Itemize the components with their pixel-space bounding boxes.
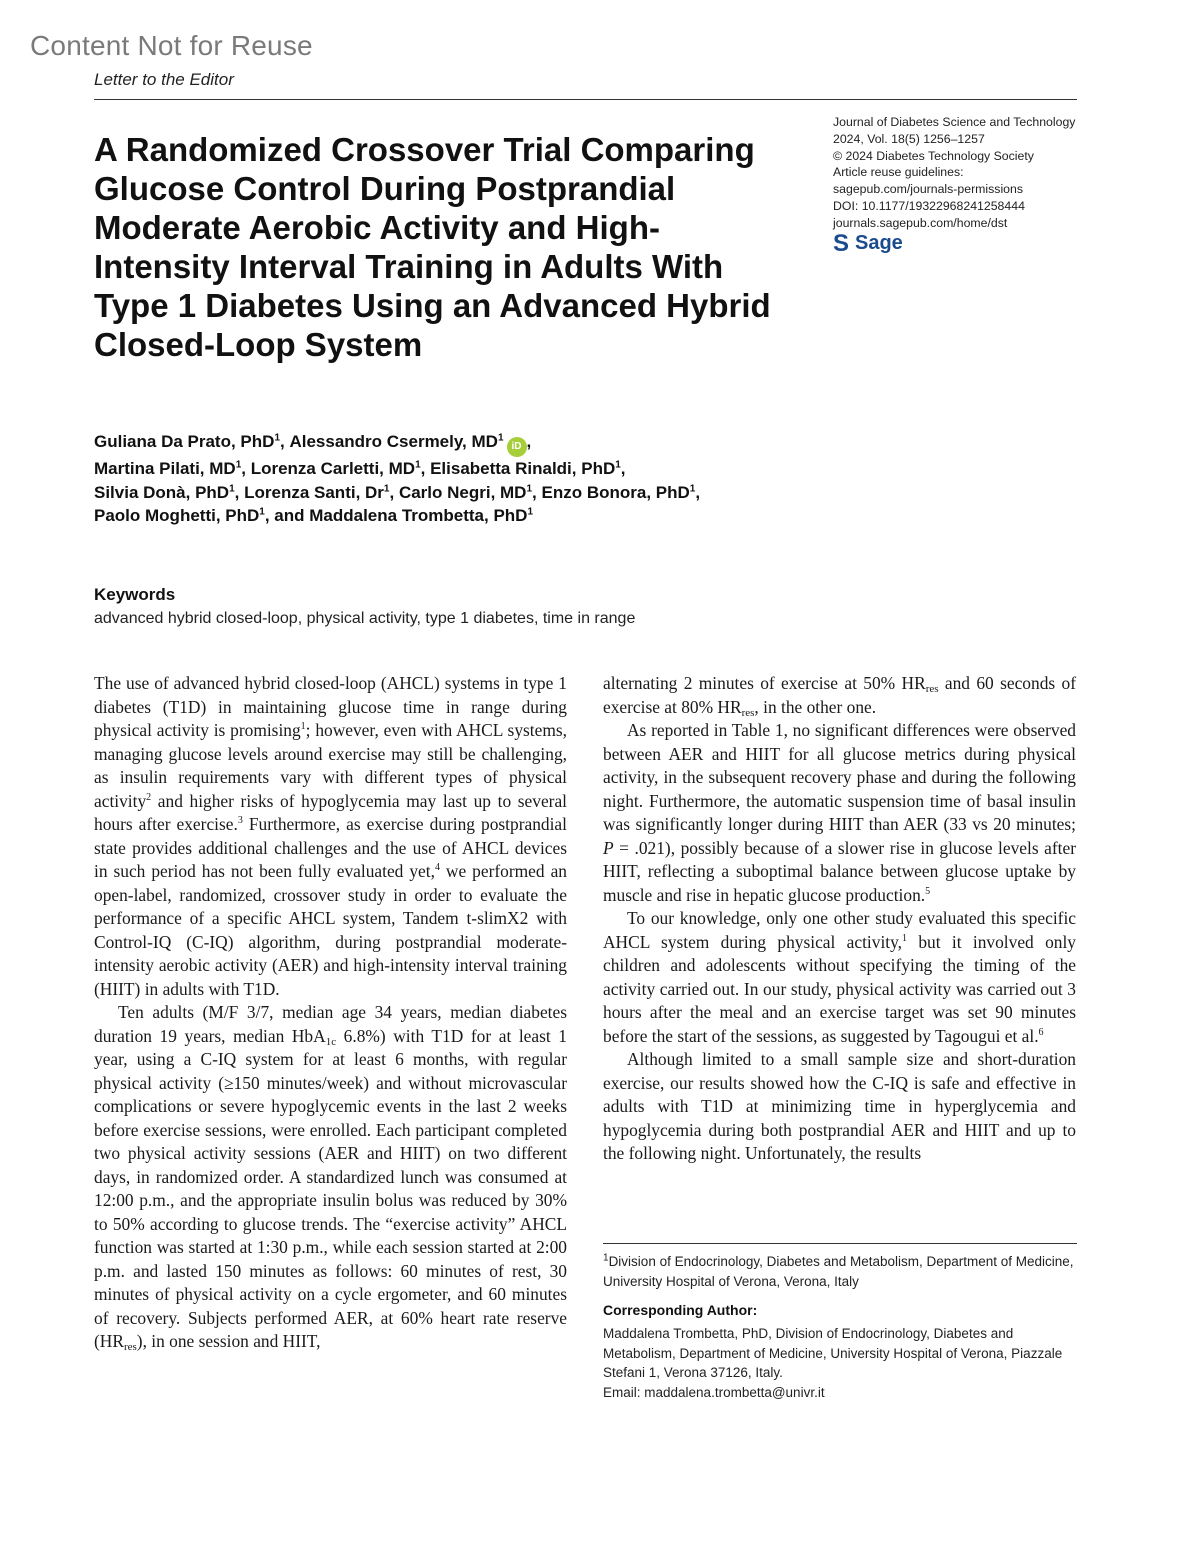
body-column-left — [94, 672, 567, 1354]
author: Martina Pilati, $MD^1$, — [94, 459, 251, 478]
publisher-logo — [833, 229, 903, 257]
journal-volume: 2024, Vol. 18(5) 1256–1257 — [833, 131, 985, 146]
body-paragraph: As reported in Table 1, no significant differences were observed between AER and HIIT for all glucose metrics during physical activity, in the subsequent recovery phase and during the following night. Furthermore, the automatic suspension time of basal insulin was significantly longer during HIIT than AER (33 vs 20 minutes; P = .021), possibly because of a slower rise in glucose levels after HIIT, reflecting a suboptimal balance between glucose uptake by muscle and rise in hepatic glucose production.$^5$ — [603, 720, 1076, 905]
journal-copyright: © 2024 Diabetes Technology Society — [833, 148, 1034, 163]
affiliation-note: $^1$Division of Endocrinology, Diabetes and Metabolism, Department of Medicine, University Hospital of Verona, Verona, Italy — [603, 1252, 1074, 1289]
author: Carlo Negri, $MD^1$, — [398, 482, 542, 502]
journal-home-link[interactable]: journals.sagepub.com/home/dst — [833, 215, 1008, 230]
author: Guliana Da Prato, PhD$^1$, — [94, 432, 290, 451]
body-paragraph: Although limited to a small sample size and short-duration exercise, our results showed how the C-IQ is safe and effective in adults with T1D at minimizing time in hyperglycemia and hypoglycemia during both postprandial AER and HIIT and up to the following night. Unfortunately, the results — [603, 1049, 1076, 1163]
author: Silvia Donà, PhD$^1$, — [94, 482, 245, 502]
watermark: Content Not for Reuse — [30, 30, 313, 61]
corresponding-author-email: Email: maddalena.trombetta@univr.it — [603, 1384, 825, 1400]
author: Alessandro Csermely, $MD^1iD$ , — [289, 432, 531, 451]
article-title: A Randomized Crossover Trial Comparing Glucose Control During Postprandial Moderate Aerobic Activity and High-Intensity Interval Training in Adults With Type 1 Diabetes Using an Advanced Hybrid Closed-Loop System — [94, 131, 771, 363]
orcid-icon[interactable]: iD — [507, 437, 527, 457]
footnote-divider — [603, 1243, 1077, 1244]
author: Lorenza Santi, Dr$^1$, — [244, 482, 399, 502]
sage-logo-icon: S — [833, 229, 850, 257]
email-link[interactable]: maddalena.trombetta@univr.it — [644, 1384, 825, 1400]
author: Elisabetta Rinaldi, PhD$^1$, — [430, 459, 626, 478]
body-paragraph: To our knowledge, only one other study evaluated this specific AHCL system during physical activity,$^1$ but it involved only children and adolescents without specifying the timing of the activity carried out. In our study, physical activity was carried out 3 hours after the meal and an exercise target was set 90 minutes before the start of the sessions, as suggested by Tagougui et al.$^6$ — [603, 908, 1076, 1046]
body-paragraph: The use of advanced hybrid closed-loop (AHCL) systems in type 1 diabetes (T1D) in maintaining glucose time in range during physical activity is promising$^1$; however, even with AHCL systems, managing glucose levels around exercise may still be challenging, as insulin requirements vary with different types of physical activity$^2$ and higher risks of hypoglycemia may last up to several hours after exercise.$^3$ Furthermore, as exercise during postprandial state provides additional challenges and the use of AHCL devices in such period has not been fully evaluated yet,$^4$ we performed an open-label, randomized, crossover study in order to evaluate the performance of a specific AHCL system, Tandem t-slimX2 with Control-IQ (C-IQ) algorithm, during postprandial moderate-intensity aerobic activity (AER) and high-intensity interval training (HIIT) in adults with T1D. — [94, 673, 567, 999]
body-paragraph: Ten adults (M/F 3/7, median age 34 years, median diabetes duration 19 years, median HbA$_{1c}$ 6.8%) with T1D for at least 1 year, using a C-IQ system for at least 6 months, with regular physical activity (≥150 minutes/week) and without microvascular complications or severe hypoglycemic events in the last 2 weeks before exercise sessions, were enrolled. Each participant completed two physical activity sessions (AER and HIIT) on two different days, in randomized order. A standardized lunch was consumed at 12:00 p.m., and the appropriate insulin bolus was reduced by 30% to 50% according to glucose trends. The “exercise activity” AHCL function was started at 1:30 p.m., while each session started at 2:00 p.m. and lasted 150 minutes as follows: 60 minutes of rest, 30 minutes of physical activity on a cycle ergometer, and 60 minutes of recovery. Subjects performed AER, at 60% heart rate reserve $(HR_{res})$, in one session and HIIT, — [94, 1002, 567, 1353]
corresponding-author-details — [603, 1324, 1077, 1402]
keywords-heading: Keywords — [94, 585, 176, 604]
author: Lorenza Carletti, $MD^1$, — [250, 459, 431, 478]
author: Maddalena Trombetta, PhD$^1$ — [309, 506, 534, 526]
header-divider — [94, 99, 1077, 100]
body-column-right — [603, 672, 1076, 1166]
journal-name: Journal of Diabetes Science and Technology — [833, 115, 1076, 129]
publisher-name: Sage — [855, 232, 903, 254]
author: Paolo Moghetti, PhD$^1$, and — [94, 506, 310, 526]
article-type-label: Letter to the Editor — [94, 70, 234, 89]
author-list — [94, 430, 854, 528]
permissions-link[interactable]: sagepub.com/journals-permissions — [833, 182, 1024, 197]
corresponding-author-heading: Corresponding Author: — [603, 1302, 758, 1318]
body-paragraph: alternating 2 minutes of exercise at 50% $HR_{res}$ and 60 seconds of exercise at 80% $HR_{res}$, in the other one. — [603, 673, 1077, 719]
author: Enzo Bonora, PhD$^1$, — [541, 482, 701, 502]
journal-metadata — [833, 114, 1093, 232]
reuse-guidelines-label: Article reuse guidelines: — [833, 165, 964, 180]
corresponding-author-address: Maddalena Trombetta, PhD, Division of Endocrinology, Diabetes and Metabolism, Department of Medicine, University Hospital of Verona, Piazzale Stefani 1, Verona 37126, Italy. — [603, 1326, 1063, 1380]
keywords-list: advanced hybrid closed-loop, physical activity, type 1 diabetes, time in range — [94, 610, 636, 627]
doi[interactable]: DOI: 10.1177/19322968241258444 — [833, 198, 1025, 213]
